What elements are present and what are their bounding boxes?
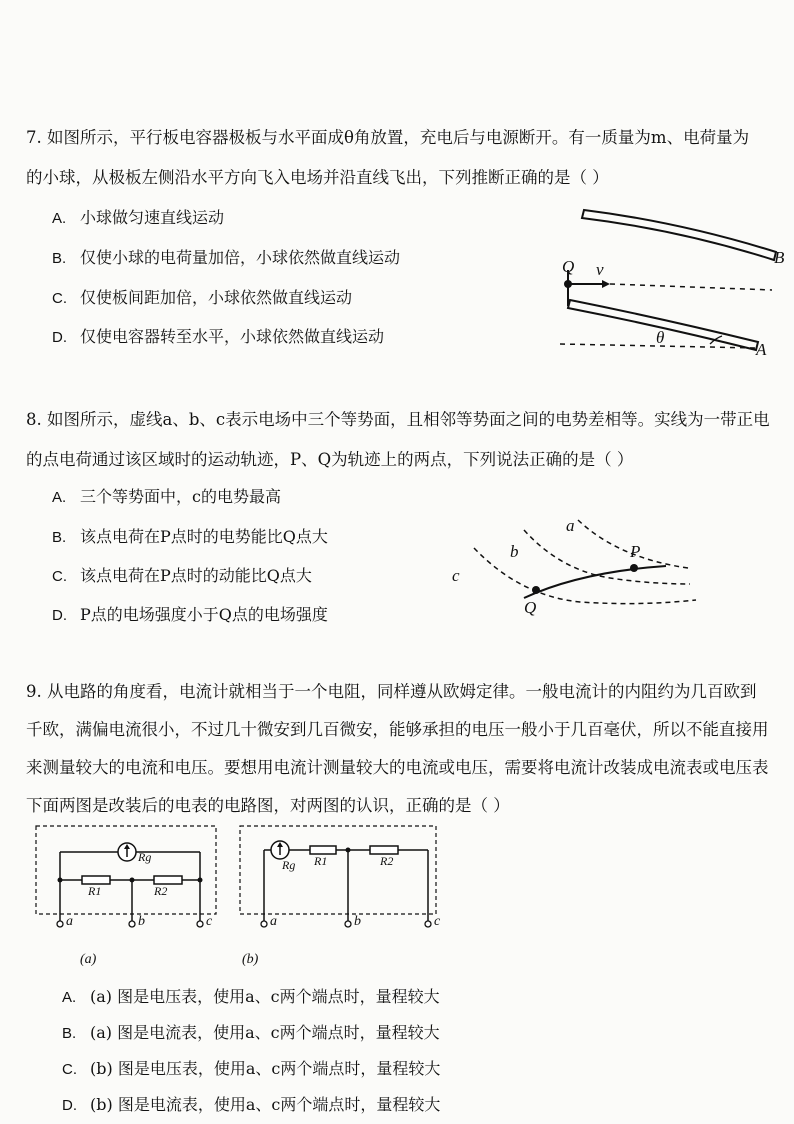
q7-option-b[interactable]: B. 仅使小球的电荷量加倍，小球依然做直线运动 xyxy=(52,248,401,267)
q9b-label-rg: Rg xyxy=(282,858,296,872)
q8-label-c: c xyxy=(452,566,460,585)
q8-stem-line2: 的点电荷通过该区域时的运动轨迹，P、Q为轨迹上的两点，下列说法正确的是（ ） xyxy=(26,450,634,469)
q9b-resistor-r2 xyxy=(370,846,398,854)
q9-option-d[interactable]: D. (b) 图是电流表，使用a、c两个端点时，量程较大 xyxy=(62,1095,441,1114)
q9b-terminal-c: c xyxy=(434,914,441,929)
q8-label-a: a xyxy=(566,516,575,535)
q8-equipotential-figure xyxy=(450,500,710,620)
q9a-caption: (a) xyxy=(80,952,97,967)
q7-stem-line2: 的小球，从极板左侧沿水平方向飞入电场并沿直线飞出，下列推断正确的是（ ） xyxy=(26,168,609,187)
q9-stem-line3: 来测量较大的电流和电压。要想用电流计测量较大的电流或电压，需要将电流计改装成电流表或电压表 xyxy=(26,758,769,777)
q7-label-q: Q xyxy=(562,257,575,276)
q7-path-dashed xyxy=(610,284,772,290)
q8-line-b xyxy=(524,530,690,584)
q7-upper-plate xyxy=(582,210,776,260)
q9a-terminal-b: b xyxy=(138,914,145,929)
q9-stem-line2: 千欧，满偏电流很小，不过几十微安到几百微安，能够承担的电压一般小于几百毫伏，所以不能直接用 xyxy=(26,720,769,739)
q8-point-p xyxy=(630,564,638,572)
q8-label-q: Q xyxy=(524,598,537,617)
q7-option-d[interactable]: D. 仅使电容器转至水平，小球依然做直线运动 xyxy=(52,327,385,346)
q7-option-c[interactable]: C. 仅使板间距加倍，小球依然做直线运动 xyxy=(52,288,353,307)
q9a-resistor-r1 xyxy=(82,876,110,884)
q9b-label-r2: R2 xyxy=(380,854,394,868)
q9a-resistor-r2 xyxy=(154,876,182,884)
q8-line-c xyxy=(474,548,696,604)
q7-option-a[interactable]: A. 小球做匀速直线运动 xyxy=(52,208,225,227)
q8-option-d[interactable]: D. P点的电场强度小于Q点的电场强度 xyxy=(52,605,328,624)
q8-point-q xyxy=(532,586,540,594)
q8-stem-line1: 8. 如图所示，虚线a、b、c表示电场中三个等势面，且相邻等势面之间的电势差相等。实线为一带正电 xyxy=(26,410,770,429)
q8-option-c[interactable]: C. 该点电荷在P点时的动能比Q点大 xyxy=(52,566,312,585)
q9a-label-r2: R2 xyxy=(154,884,168,898)
q9b-caption: (b) xyxy=(242,952,259,967)
q9a-terminal-c: c xyxy=(206,914,213,929)
q8-label-b: b xyxy=(510,542,519,561)
q9-option-c[interactable]: C. (b) 图是电压表，使用a、c两个端点时，量程较大 xyxy=(62,1059,441,1078)
q9a-label-r1: R1 xyxy=(88,884,102,898)
q7-label-a: A xyxy=(756,340,767,359)
q9b-terminal-b: b xyxy=(354,914,361,929)
q9-option-b[interactable]: B. (a) 图是电流表，使用a、c两个端点时，量程较大 xyxy=(62,1023,440,1042)
q9a-terminal-a: a xyxy=(66,914,73,929)
q9a-label-rg: Rg xyxy=(138,850,152,864)
q9-stem-line4: 下面两图是改装后的电表的电路图，对两图的认识，正确的是（ ） xyxy=(26,796,510,815)
q8-label-p: P xyxy=(630,542,641,561)
q8-option-b[interactable]: B. 该点电荷在P点时的电势能比Q点大 xyxy=(52,527,328,546)
q9-stem-line1: 9. 从电路的角度看，电流计就相当于一个电阻，同样遵从欧姆定律。一般电流计的内阻约为几百欧到 xyxy=(26,682,757,701)
q9b-terminal-a: a xyxy=(270,914,277,929)
q9-circuit-a xyxy=(36,826,216,932)
q7-label-theta: θ xyxy=(656,328,665,347)
q8-option-a[interactable]: A. 三个等势面中，c的电势最高 xyxy=(52,487,281,506)
q7-capacitor-figure xyxy=(550,200,790,370)
q9b-label-r1: R1 xyxy=(314,854,328,868)
q9-option-a[interactable]: A. (a) 图是电压表，使用a、c两个端点时，量程较大 xyxy=(62,987,440,1006)
q9b-resistor-r1 xyxy=(310,846,336,854)
q7-label-b: B xyxy=(774,248,785,267)
q7-label-v: v xyxy=(596,260,604,279)
q7-stem-line1: 7. 如图所示，平行板电容器极板与水平面成θ角放置，充电后与电源断开。有一质量为m、电荷量为 xyxy=(26,128,750,147)
